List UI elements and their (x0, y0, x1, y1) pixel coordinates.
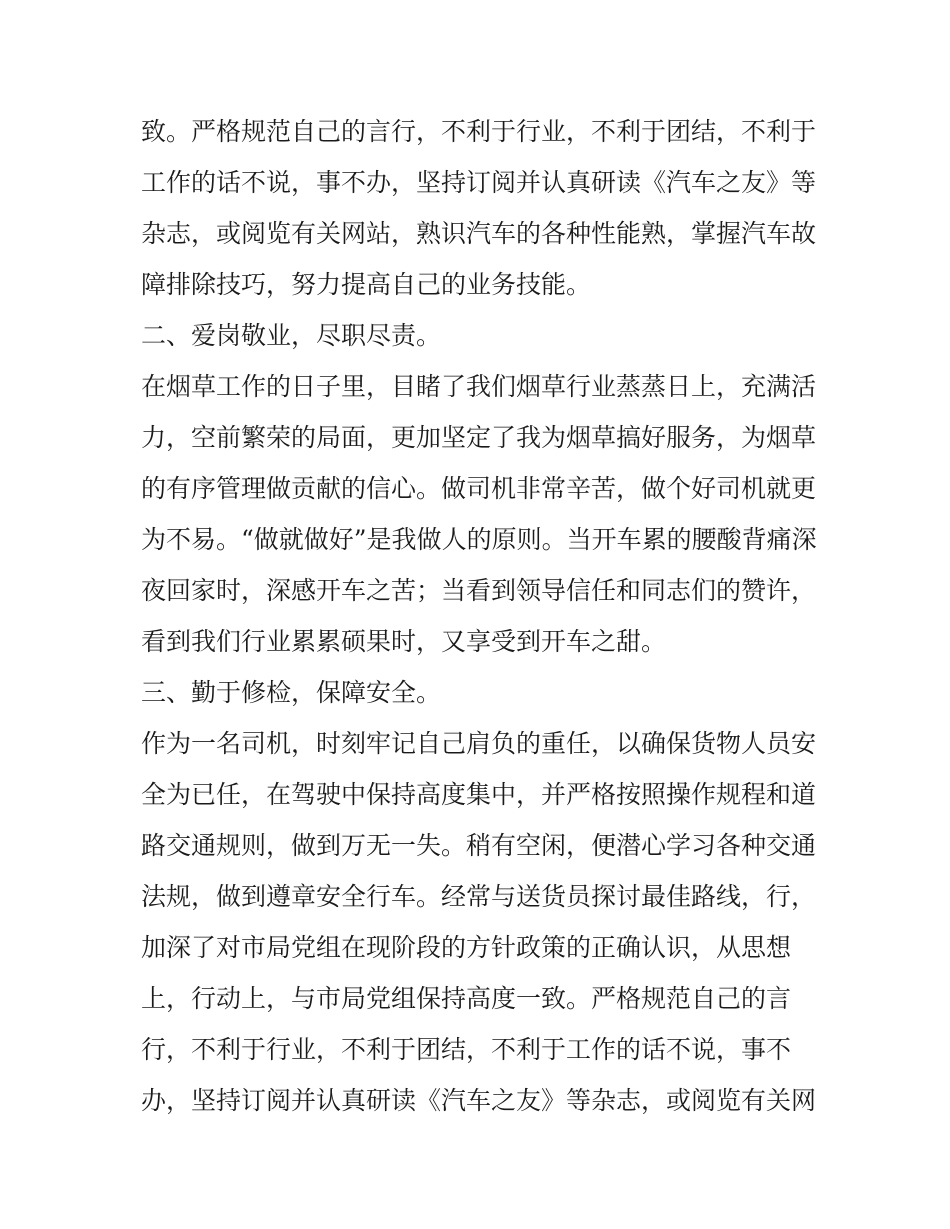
text-line: 工作的话不说，事不办，坚持订阅并认真研读《汽车之友》等 (141, 168, 817, 197)
text-line: 上，行动上，与市局党组保持高度一致。严格规范自己的言 (141, 984, 792, 1013)
section-heading: 三、勤于修检，保障安全。 (141, 678, 442, 707)
section-heading: 二、爱岗敬业，尽职尽责。 (141, 321, 442, 350)
text-line: 致。严格规范自己的言行，不利于行业，不利于团结，不利于 (141, 117, 817, 146)
text-line: 杂志，或阅览有关网站，熟识汽车的各种性能熟，掌握汽车故 (141, 219, 817, 248)
text-line: 夜回家时，深感开车之苦；当看到领导信任和同志们的赞许， (141, 576, 817, 605)
text-line: 的有序管理做贡献的信心。做司机非常辛苦，做个好司机就更 (141, 474, 817, 503)
text-line: 在烟草工作的日子里，目睹了我们烟草行业蒸蒸日上，充满活 (141, 372, 817, 401)
text-line: 路交通规则，做到万无一失。稍有空闲，便潜心学习各种交通 (141, 831, 817, 860)
text-line: 法规，做到遵章安全行车。经常与送货员探讨最佳路线，行， (141, 882, 817, 911)
text-line: 障排除技巧，努力提高自己的业务技能。 (141, 270, 592, 299)
text-line: 为不易。“做就做好”是我做人的原则。当开车累的腰酸背痛深 (141, 525, 817, 554)
text-line: 办，坚持订阅并认真研读《汽车之友》等杂志，或阅览有关网 (141, 1086, 817, 1115)
text-line: 加深了对市局党组在现阶段的方针政策的正确认识，从思想 (141, 933, 792, 962)
text-line: 全为已任，在驾驶中保持高度集中，并严格按照操作规程和道 (141, 780, 817, 809)
text-line: 看到我们行业累累硕果时，又享受到开车之甜。 (141, 627, 667, 656)
body-text (141, 106, 821, 1126)
text-line: 行，不利于行业，不利于团结，不利于工作的话不说，事不 (141, 1035, 792, 1064)
text-line: 力，空前繁荣的局面，更加坚定了我为烟草搞好服务，为烟草 (141, 423, 817, 452)
text-line: 作为一名司机，时刻牢记自己肩负的重任，以确保货物人员安 (141, 729, 817, 758)
